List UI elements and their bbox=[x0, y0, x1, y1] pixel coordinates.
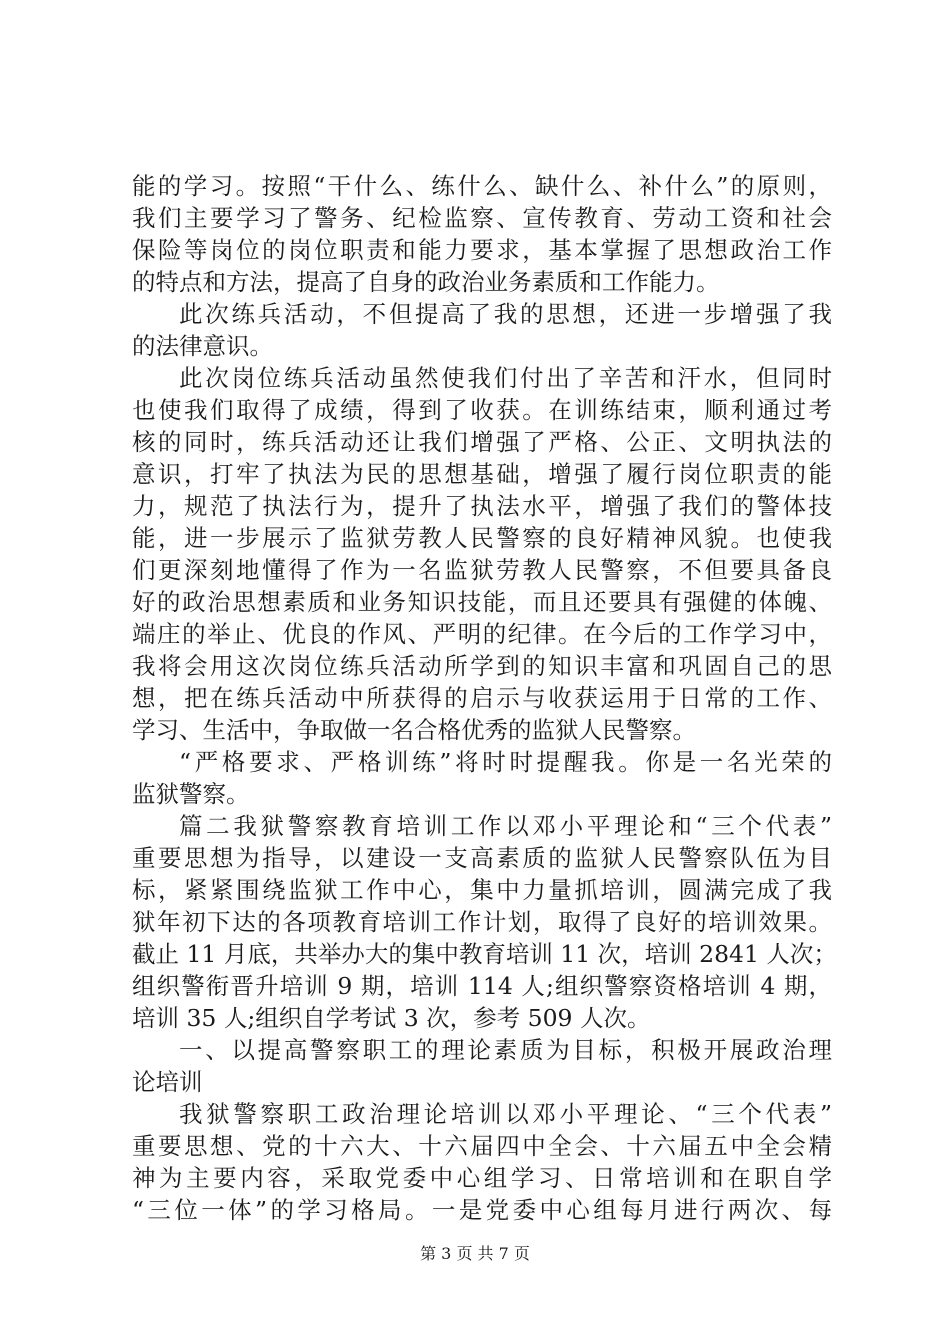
text-line: 端庄的举止、优良的作风、严明的纪律。在今后的工作学习中， bbox=[132, 620, 832, 648]
text-line: 此次练兵活动，不但提高了我的思想，还进一步增强了我 bbox=[179, 300, 832, 328]
text-line: 重要思想、党的十六大、十六届四中全会、十六届五中全会精 bbox=[132, 1132, 832, 1160]
text-line: 们更深刻地懂得了作为一名监狱劳教人民警察，不但要具备良 bbox=[132, 556, 832, 584]
document-body bbox=[132, 170, 837, 1226]
text-line: 我狱警察职工政治理论培训以邓小平理论、“三个代表” bbox=[179, 1100, 832, 1128]
text-line: 能的学习。按照“干什么、练什么、缺什么、补什么”的原则， bbox=[132, 172, 832, 200]
text-line: “三位一体”的学习格局。一是党委中心组每月进行两次、每 bbox=[132, 1196, 832, 1224]
text-line: 想，把在练兵活动中所获得的启示与收获运用于日常的工作、 bbox=[132, 684, 832, 712]
text-line: 意识，打牢了执法为民的思想基础，增强了履行岗位职责的能 bbox=[132, 460, 832, 488]
text-line: 我们主要学习了警务、纪检监察、宣传教育、劳动工资和社会 bbox=[132, 204, 832, 232]
text-line: 培训 35 人;组织自学考试 3 次，参考 509 人次。 bbox=[132, 1004, 651, 1032]
text-line: 的特点和方法，提高了自身的政治业务素质和工作能力。 bbox=[132, 268, 720, 296]
text-line: 狱年初下达的各项教育培训工作计划，取得了良好的培训效果。 bbox=[132, 908, 832, 936]
text-line: 保险等岗位的岗位职责和能力要求，基本掌握了思想政治工作 bbox=[132, 236, 832, 264]
page-footer: 第 3 页 共 7 页 bbox=[420, 1244, 530, 1263]
text-line: 能，进一步展示了监狱劳教人民警察的良好精神风貌。也使我 bbox=[132, 524, 832, 552]
text-line: 核的同时，练兵活动还让我们增强了严格、公正、文明执法的 bbox=[132, 428, 832, 456]
text-line: 的法律意识。 bbox=[132, 332, 273, 360]
text-line: 好的政治思想素质和业务知识技能，而且还要具有强健的体魄、 bbox=[132, 588, 832, 616]
text-line: 论培训 bbox=[132, 1068, 203, 1096]
text-line: 截止 11 月底，共举办大的集中教育培训 11 次，培训 2841 人次； bbox=[132, 940, 837, 968]
text-line: “严格要求、严格训练”将时时提醒我。你是一名光荣的 bbox=[179, 748, 832, 776]
text-line: 此次岗位练兵活动虽然使我们付出了辛苦和汗水，但同时 bbox=[179, 364, 832, 392]
text-line: 重要思想为指导，以建设一支高素质的监狱人民警察队伍为目 bbox=[132, 844, 832, 872]
text-line: 我将会用这次岗位练兵活动所学到的知识丰富和巩固自己的思 bbox=[132, 652, 832, 680]
text-line: 监狱警察。 bbox=[132, 780, 250, 808]
text-line: 一、以提高警察职工的理论素质为目标，积极开展政治理 bbox=[179, 1036, 832, 1064]
text-line: 神为主要内容，采取党委中心组学习、日常培训和在职自学 bbox=[132, 1164, 832, 1192]
text-line: 学习、生活中，争取做一名合格优秀的监狱人民警察。 bbox=[132, 716, 696, 744]
text-line: 也使我们取得了成绩，得到了收获。在训练结束，顺利通过考 bbox=[132, 396, 832, 424]
text-line: 力，规范了执法行为，提升了执法水平，增强了我们的警体技 bbox=[132, 492, 832, 520]
text-line: 标，紧紧围绕监狱工作中心，集中力量抓培训，圆满完成了我 bbox=[132, 876, 832, 904]
text-line: 篇二我狱警察教育培训工作以邓小平理论和“三个代表” bbox=[179, 812, 832, 840]
text-line: 组织警衔晋升培训 9 期，培训 114 人;组织警察资格培训 4 期， bbox=[132, 972, 832, 1000]
